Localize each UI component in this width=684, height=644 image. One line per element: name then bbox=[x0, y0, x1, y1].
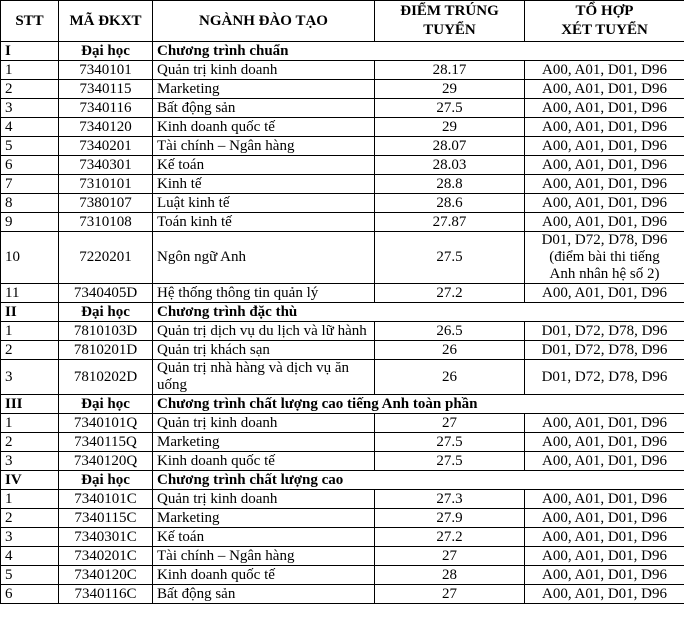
row-combination bbox=[525, 452, 684, 471]
section-program: Chương trình chất lượng cao bbox=[153, 471, 684, 490]
row-major: Marketing bbox=[153, 80, 375, 99]
row-combination bbox=[525, 433, 684, 452]
row-stt: 9 bbox=[1, 213, 59, 232]
row-score: 27.5 bbox=[375, 452, 525, 471]
header-code: MÃ ĐKXT bbox=[59, 1, 153, 42]
section-level: Đại học bbox=[59, 42, 153, 61]
table-row bbox=[1, 118, 684, 137]
row-score: 27.9 bbox=[375, 509, 525, 528]
row-combination bbox=[525, 137, 684, 156]
row-combination bbox=[525, 232, 684, 284]
table-row bbox=[1, 433, 684, 452]
row-stt: 2 bbox=[1, 80, 59, 99]
row-code: 7220201 bbox=[59, 232, 153, 284]
row-code: 7340301C bbox=[59, 528, 153, 547]
row-code: 7340120Q bbox=[59, 452, 153, 471]
table-row bbox=[1, 360, 684, 395]
combination-line: A00, A01, D01, D96 bbox=[541, 80, 667, 97]
section-number: I bbox=[1, 42, 59, 61]
row-major: Bất động sản bbox=[153, 99, 375, 118]
section-program: Chương trình đặc thù bbox=[153, 303, 684, 322]
combination-line: A00, A01, D01, D96 bbox=[541, 99, 667, 116]
row-major: Quản trị dịch vụ du lịch và lữ hành bbox=[153, 322, 375, 341]
row-combination bbox=[525, 528, 684, 547]
row-code: 7310108 bbox=[59, 213, 153, 232]
header-row bbox=[1, 1, 684, 42]
row-major: Quản trị kinh doanh bbox=[153, 490, 375, 509]
row-score: 26.5 bbox=[375, 322, 525, 341]
row-major: Kinh doanh quốc tế bbox=[153, 566, 375, 585]
row-code: 7340120C bbox=[59, 566, 153, 585]
row-major: Kinh doanh quốc tế bbox=[153, 118, 375, 137]
row-code: 7810201D bbox=[59, 341, 153, 360]
combination-line: A00, A01, D01, D96 bbox=[541, 118, 667, 135]
row-score: 28.17 bbox=[375, 61, 525, 80]
row-major: Quản trị khách sạn bbox=[153, 341, 375, 360]
row-combination bbox=[525, 213, 684, 232]
combination-line: A00, A01, D01, D96 bbox=[541, 566, 667, 583]
combination-line: A00, A01, D01, D96 bbox=[541, 156, 667, 173]
table-row bbox=[1, 322, 684, 341]
row-code: 7340115Q bbox=[59, 433, 153, 452]
table-row bbox=[1, 137, 684, 156]
table-row bbox=[1, 547, 684, 566]
row-code: 7340201 bbox=[59, 137, 153, 156]
combination-line: Anh nhân hệ số 2) bbox=[549, 266, 660, 282]
header-major: NGÀNH ĐÀO TẠO bbox=[153, 1, 375, 42]
combination-line: A00, A01, D01, D96 bbox=[541, 137, 667, 154]
table-row bbox=[1, 175, 684, 194]
row-score: 27.5 bbox=[375, 99, 525, 118]
header-score-line1: ĐIỂM TRÚNG bbox=[400, 3, 499, 19]
row-combination bbox=[525, 322, 684, 341]
row-major: Quản trị kinh doanh bbox=[153, 414, 375, 433]
row-code: 7810103D bbox=[59, 322, 153, 341]
row-combination bbox=[525, 360, 684, 395]
row-score: 27.3 bbox=[375, 490, 525, 509]
row-stt: 1 bbox=[1, 414, 59, 433]
combination-line: D01, D72, D78, D96 bbox=[541, 341, 668, 358]
header-combo-line2: XÉT TUYỂN bbox=[561, 22, 648, 38]
row-score: 27.2 bbox=[375, 528, 525, 547]
section-header-row bbox=[1, 471, 684, 490]
section-program: Chương trình chuẩn bbox=[153, 42, 684, 61]
row-score: 26 bbox=[375, 341, 525, 360]
row-code: 7340101C bbox=[59, 490, 153, 509]
row-stt: 7 bbox=[1, 175, 59, 194]
section-header-row bbox=[1, 303, 684, 322]
row-major: Luật kinh tế bbox=[153, 194, 375, 213]
section-number: IV bbox=[1, 471, 59, 490]
table-row bbox=[1, 566, 684, 585]
combination-line: A00, A01, D01, D96 bbox=[541, 175, 667, 192]
row-stt: 5 bbox=[1, 137, 59, 156]
combination-line: A00, A01, D01, D96 bbox=[541, 61, 667, 78]
row-stt: 3 bbox=[1, 528, 59, 547]
row-score: 28 bbox=[375, 566, 525, 585]
section-header-row bbox=[1, 42, 684, 61]
row-score: 28.6 bbox=[375, 194, 525, 213]
row-score: 27.5 bbox=[375, 232, 525, 284]
row-code: 7380107 bbox=[59, 194, 153, 213]
row-code: 7310101 bbox=[59, 175, 153, 194]
combination-line: A00, A01, D01, D96 bbox=[541, 528, 667, 545]
combination-line: A00, A01, D01, D96 bbox=[541, 284, 667, 301]
table-row bbox=[1, 509, 684, 528]
row-major: Quản trị kinh doanh bbox=[153, 61, 375, 80]
row-combination bbox=[525, 118, 684, 137]
row-score: 27.87 bbox=[375, 213, 525, 232]
row-major: Quản trị nhà hàng và dịch vụ ăn uống bbox=[153, 360, 375, 395]
row-stt: 6 bbox=[1, 585, 59, 604]
section-level: Đại học bbox=[59, 303, 153, 322]
row-stt: 10 bbox=[1, 232, 59, 284]
row-major: Kế toán bbox=[153, 156, 375, 175]
header-stt: STT bbox=[1, 1, 59, 42]
combination-line: (điểm bài thi tiếng bbox=[549, 249, 660, 265]
row-code: 7340101Q bbox=[59, 414, 153, 433]
combination-line: A00, A01, D01, D96 bbox=[541, 414, 667, 431]
row-score: 29 bbox=[375, 118, 525, 137]
combination-line: D01, D72, D78, D96 bbox=[541, 322, 668, 339]
row-score: 27 bbox=[375, 547, 525, 566]
section-header-row bbox=[1, 395, 684, 414]
row-major: Toán kinh tế bbox=[153, 213, 375, 232]
table-row bbox=[1, 194, 684, 213]
row-stt: 5 bbox=[1, 566, 59, 585]
row-score: 28.8 bbox=[375, 175, 525, 194]
row-stt: 11 bbox=[1, 284, 59, 303]
row-major: Marketing bbox=[153, 433, 375, 452]
row-stt: 2 bbox=[1, 509, 59, 528]
row-combination bbox=[525, 414, 684, 433]
row-combination bbox=[525, 61, 684, 80]
table-row bbox=[1, 452, 684, 471]
row-code: 7340115 bbox=[59, 80, 153, 99]
table-row bbox=[1, 61, 684, 80]
table-row bbox=[1, 490, 684, 509]
combination-line: A00, A01, D01, D96 bbox=[541, 585, 667, 602]
table-row bbox=[1, 232, 684, 284]
row-major: Hệ thống thông tin quản lý bbox=[153, 284, 375, 303]
table-row bbox=[1, 528, 684, 547]
table-row bbox=[1, 284, 684, 303]
row-stt: 1 bbox=[1, 61, 59, 80]
combination-line: A00, A01, D01, D96 bbox=[541, 547, 667, 564]
row-score: 27 bbox=[375, 414, 525, 433]
row-code: 7340120 bbox=[59, 118, 153, 137]
row-combination bbox=[525, 509, 684, 528]
combination-line: A00, A01, D01, D96 bbox=[541, 509, 667, 526]
row-score: 27 bbox=[375, 585, 525, 604]
row-code: 7340101 bbox=[59, 61, 153, 80]
section-level: Đại học bbox=[59, 471, 153, 490]
row-code: 7340301 bbox=[59, 156, 153, 175]
header-score bbox=[375, 1, 525, 42]
row-score: 28.03 bbox=[375, 156, 525, 175]
row-major: Kinh tế bbox=[153, 175, 375, 194]
row-combination bbox=[525, 80, 684, 99]
row-combination bbox=[525, 156, 684, 175]
table-row bbox=[1, 99, 684, 118]
table-row bbox=[1, 414, 684, 433]
row-score: 27.2 bbox=[375, 284, 525, 303]
section-program: Chương trình chất lượng cao tiếng Anh toàn phần bbox=[153, 395, 684, 414]
row-code: 7810202D bbox=[59, 360, 153, 395]
row-combination bbox=[525, 99, 684, 118]
combination-line: A00, A01, D01, D96 bbox=[541, 213, 667, 230]
section-level: Đại học bbox=[59, 395, 153, 414]
table-header bbox=[1, 1, 684, 42]
row-combination bbox=[525, 194, 684, 213]
row-major: Marketing bbox=[153, 509, 375, 528]
row-major: Tài chính – Ngân hàng bbox=[153, 547, 375, 566]
row-combination bbox=[525, 566, 684, 585]
row-major: Ngôn ngữ Anh bbox=[153, 232, 375, 284]
table-row bbox=[1, 80, 684, 99]
row-score: 28.07 bbox=[375, 137, 525, 156]
row-code: 7340405D bbox=[59, 284, 153, 303]
header-combo bbox=[525, 1, 684, 42]
table-row bbox=[1, 341, 684, 360]
row-combination bbox=[525, 341, 684, 360]
section-number: III bbox=[1, 395, 59, 414]
header-combo-line1: TỔ HỢP bbox=[575, 3, 634, 19]
row-stt: 2 bbox=[1, 341, 59, 360]
combination-line: A00, A01, D01, D96 bbox=[541, 194, 667, 211]
row-major: Bất động sản bbox=[153, 585, 375, 604]
combination-line: A00, A01, D01, D96 bbox=[541, 490, 667, 507]
row-combination bbox=[525, 585, 684, 604]
row-stt: 3 bbox=[1, 99, 59, 118]
combination-line: D01, D72, D78, D96 bbox=[541, 368, 668, 385]
table-body bbox=[1, 42, 684, 604]
row-stt: 4 bbox=[1, 547, 59, 566]
combination-line: A00, A01, D01, D96 bbox=[541, 452, 667, 469]
row-stt: 1 bbox=[1, 490, 59, 509]
row-score: 26 bbox=[375, 360, 525, 395]
combination-line: A00, A01, D01, D96 bbox=[541, 433, 667, 450]
row-code: 7340201C bbox=[59, 547, 153, 566]
row-combination bbox=[525, 490, 684, 509]
row-major: Tài chính – Ngân hàng bbox=[153, 137, 375, 156]
row-stt: 2 bbox=[1, 433, 59, 452]
table-row bbox=[1, 213, 684, 232]
section-number: II bbox=[1, 303, 59, 322]
row-score: 29 bbox=[375, 80, 525, 99]
row-major: Kinh doanh quốc tế bbox=[153, 452, 375, 471]
row-stt: 4 bbox=[1, 118, 59, 137]
table-row bbox=[1, 585, 684, 604]
row-code: 7340116C bbox=[59, 585, 153, 604]
table-row bbox=[1, 156, 684, 175]
row-stt: 3 bbox=[1, 452, 59, 471]
row-major: Kế toán bbox=[153, 528, 375, 547]
row-score: 27.5 bbox=[375, 433, 525, 452]
row-stt: 1 bbox=[1, 322, 59, 341]
header-score-line2: TUYỂN bbox=[423, 22, 476, 38]
row-combination bbox=[525, 175, 684, 194]
row-code: 7340116 bbox=[59, 99, 153, 118]
row-stt: 6 bbox=[1, 156, 59, 175]
row-combination bbox=[525, 284, 684, 303]
row-code: 7340115C bbox=[59, 509, 153, 528]
combination-line: D01, D72, D78, D96 bbox=[541, 232, 668, 248]
row-stt: 8 bbox=[1, 194, 59, 213]
row-combination bbox=[525, 547, 684, 566]
row-stt: 3 bbox=[1, 360, 59, 395]
